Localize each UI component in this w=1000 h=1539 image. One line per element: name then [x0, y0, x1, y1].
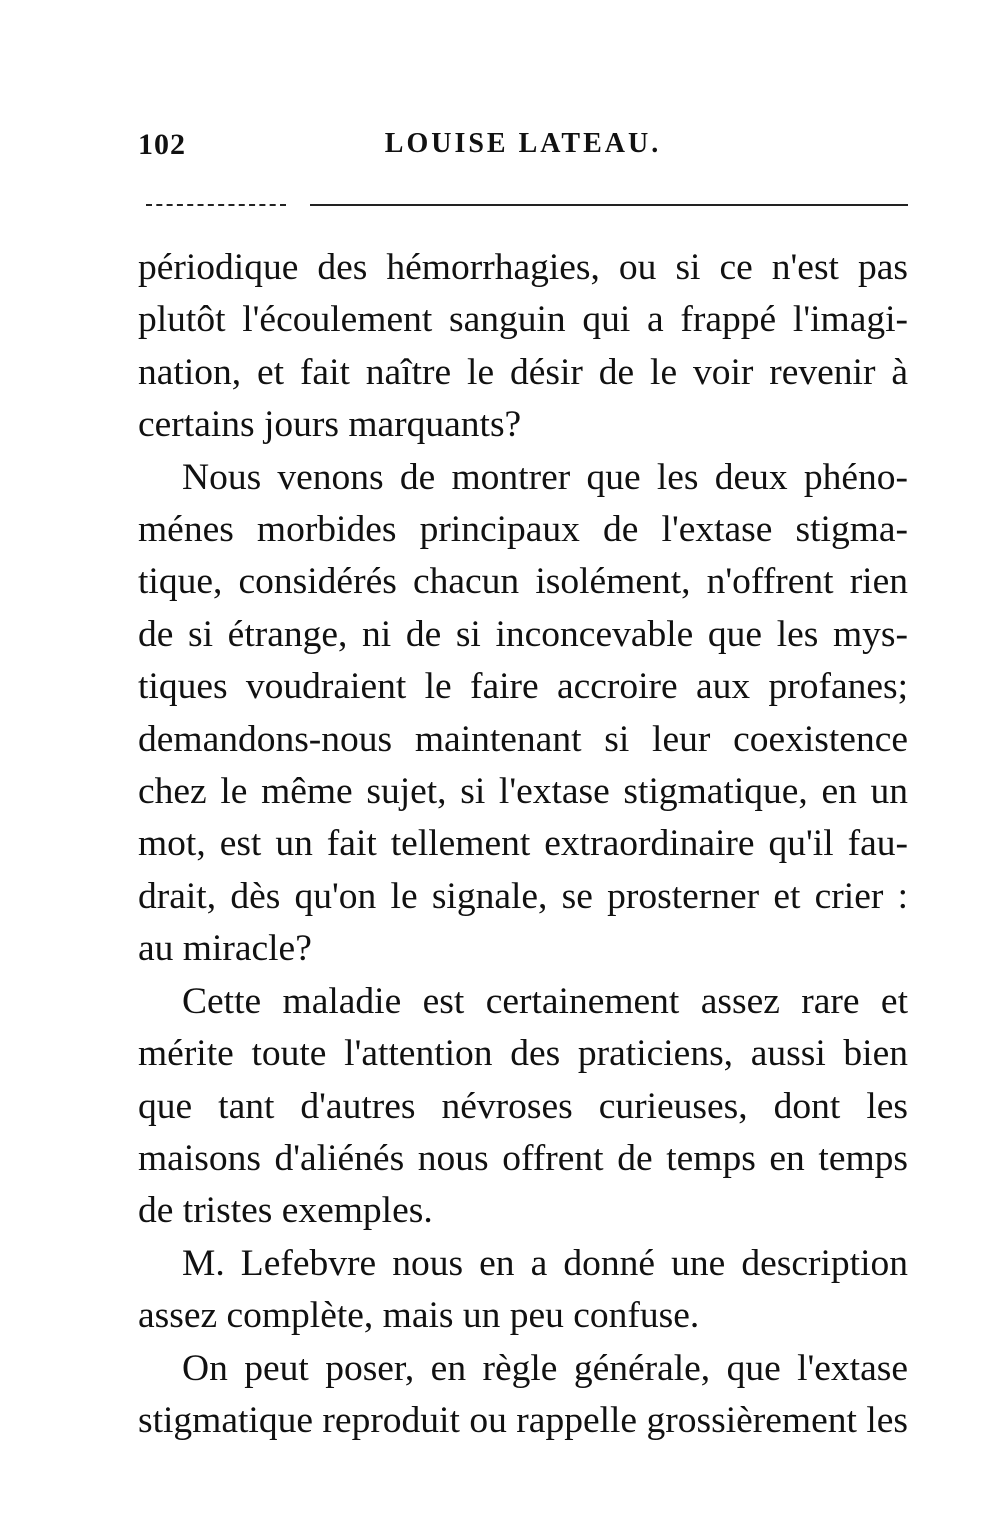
running-title: LOUISE LATEAU. [384, 128, 662, 159]
text-line: nation, et fait naître le désir de le voir revenir à [138, 351, 908, 393]
page-header [138, 128, 908, 168]
text-line: demandons-nous maintenant si leur coexistence [138, 718, 908, 760]
text-line: M. Lefebvre nous en a donné une description [182, 1242, 908, 1284]
paragraph [138, 976, 908, 1238]
text-line: chez le même sujet, si l'extase stigmatique, en un [138, 771, 908, 813]
text-line: Cette maladie est certainement assez rare et [182, 980, 908, 1022]
paragraph [138, 1238, 908, 1343]
text-line: que tant d'autres névroses curieuses, dont les [138, 1085, 908, 1127]
text-line: mot, est un fait tellement extraordinaire qu'il fau- [138, 823, 908, 865]
page-number: 102 [138, 128, 186, 161]
body-text [138, 242, 908, 1447]
header-rule-left [146, 204, 286, 206]
text-line: mérite toute l'attention des praticiens, aussi bien [138, 1033, 908, 1075]
text-line: au miracle? [138, 928, 312, 970]
text-line: maisons d'aliénés nous offrent de temps en temps [138, 1137, 908, 1179]
paragraph [138, 452, 908, 976]
text-line: de tristes exemples. [138, 1190, 433, 1232]
text-line: ménes morbides principaux de l'extase stigma- [138, 509, 908, 551]
header-rule-right [310, 204, 908, 206]
text-line: On peut poser, en règle générale, que l'extase [182, 1347, 908, 1389]
text-line: tique, considérés chacun isolément, n'offrent rien [138, 561, 908, 603]
text-line: assez complète, mais un peu confuse. [138, 1295, 700, 1337]
paragraph [138, 242, 908, 452]
text-line: tiques voudraient le faire accroire aux profanes; [138, 666, 908, 708]
text-line: plutôt l'écoulement sanguin qui a frappé l'imagi- [138, 299, 908, 341]
paragraph [138, 1343, 908, 1448]
text-line: Nous venons de montrer que les deux phéno- [182, 456, 908, 498]
text-line: périodique des hémorrhagies, ou si ce n'est pas [138, 247, 908, 288]
text-line: stigmatique reproduit ou rappelle grossièrement les [138, 1399, 908, 1441]
text-line: certains jours marquants? [138, 404, 522, 446]
text-line: de si étrange, ni de si inconcevable que les mys- [138, 613, 908, 655]
text-line: drait, dès qu'on le signale, se prosterner et crier : [138, 875, 908, 917]
